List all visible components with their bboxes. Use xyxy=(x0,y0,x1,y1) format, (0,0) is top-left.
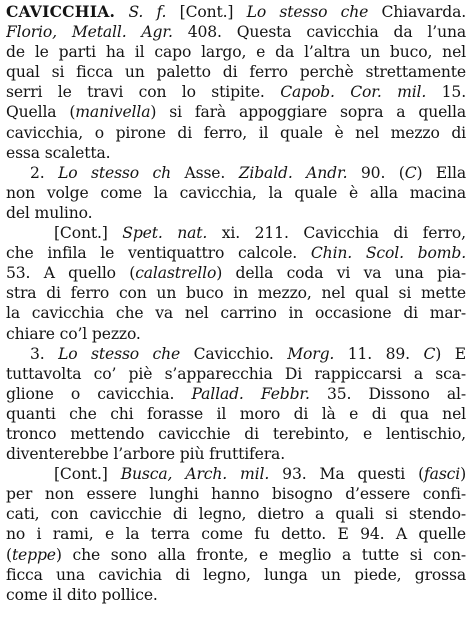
text-line: la cavicchia che va nel carrino in occasione di mar- xyxy=(6,304,466,323)
text-line: quanti che chi forasse il moro di là e di qua nel xyxy=(6,404,466,423)
text-line: tronco mettendo cavicchie di terebinto, e lentischio, xyxy=(6,424,466,443)
text-line: glione o cavicchia. Pallad. Febbr. 35. Dissono al- xyxy=(6,384,466,403)
text-line: non volge come la cavicchia, la quale è alla macina xyxy=(6,183,466,202)
sense-number: 3. xyxy=(30,344,45,363)
text-line: diventerebbe l’arbore più fruttifera. xyxy=(6,445,285,464)
text-line: [Cont.] Busca, Arch. mil. 93. Ma questi (fasci) xyxy=(54,465,466,484)
text-line: CAVICCHIA. S. f. [Cont.] Lo stesso che Chiavarda. xyxy=(6,2,466,21)
text-line: che infila le ventiquattro calcole. Chin. Scol. bomb. xyxy=(6,244,466,263)
text-line: 53. A quello (calastrello) della coda vi va una pia- xyxy=(6,264,466,283)
text-line: tuttavolta co’ piè s’apparecchia Di rappiccarsi a sca- xyxy=(6,364,466,383)
text-line: (teppe) che sono alla fronte, e meglio a tutte si con- xyxy=(6,545,466,564)
text-line: serri le travi con lo stipite. Capob. Cor. mil. 15. xyxy=(6,83,466,102)
text-line: de le parti ha il capo largo, e da l’altra un buco, nel xyxy=(6,43,466,62)
text-line: cavicchia, o pirone di ferro, il quale è nel mezzo di xyxy=(6,123,466,142)
text-line: cati, con cavicchie di legno, dietro a quali si stendo- xyxy=(6,505,466,524)
text-line: chiare co’l pezzo. xyxy=(6,324,141,343)
text-line: no i rami, e la terra come fu detto. E 94. A quelle xyxy=(6,525,466,544)
headword: CAVICCHIA. xyxy=(6,2,116,21)
text-line: Quella (manivella) si farà appoggiare sopra a quella xyxy=(6,103,466,122)
text-line: 2. Lo stesso ch Asse. Zibald. Andr. 90. (C) Ella xyxy=(30,163,466,182)
text-line: del mulino. xyxy=(6,203,93,222)
text-line: qual si ficca un paletto di ferro perchè strettamente xyxy=(6,63,466,82)
text-line: come il dito pollice. xyxy=(6,585,158,604)
text-line: per non essere lunghi hanno bisogno d’essere confi- xyxy=(6,485,466,504)
text-line: [Cont.] Spet. nat. xi. 211. Cavicchia di ferro, xyxy=(54,224,466,243)
text-line: ficca una cavichia di legno, lunga un piede, grossa xyxy=(6,565,466,584)
text-line: essa scaletta. xyxy=(6,143,111,162)
sense-number: 2. xyxy=(30,163,45,182)
text-line: stra di ferro con un buco in mezzo, nel qual si mette xyxy=(6,284,466,303)
text-line: Florio, Metall. Agr. 408. Questa cavicchia da l’una xyxy=(6,23,466,42)
text-line: 3. Lo stesso che Cavicchio. Morg. 11. 89. C) E xyxy=(30,344,466,363)
